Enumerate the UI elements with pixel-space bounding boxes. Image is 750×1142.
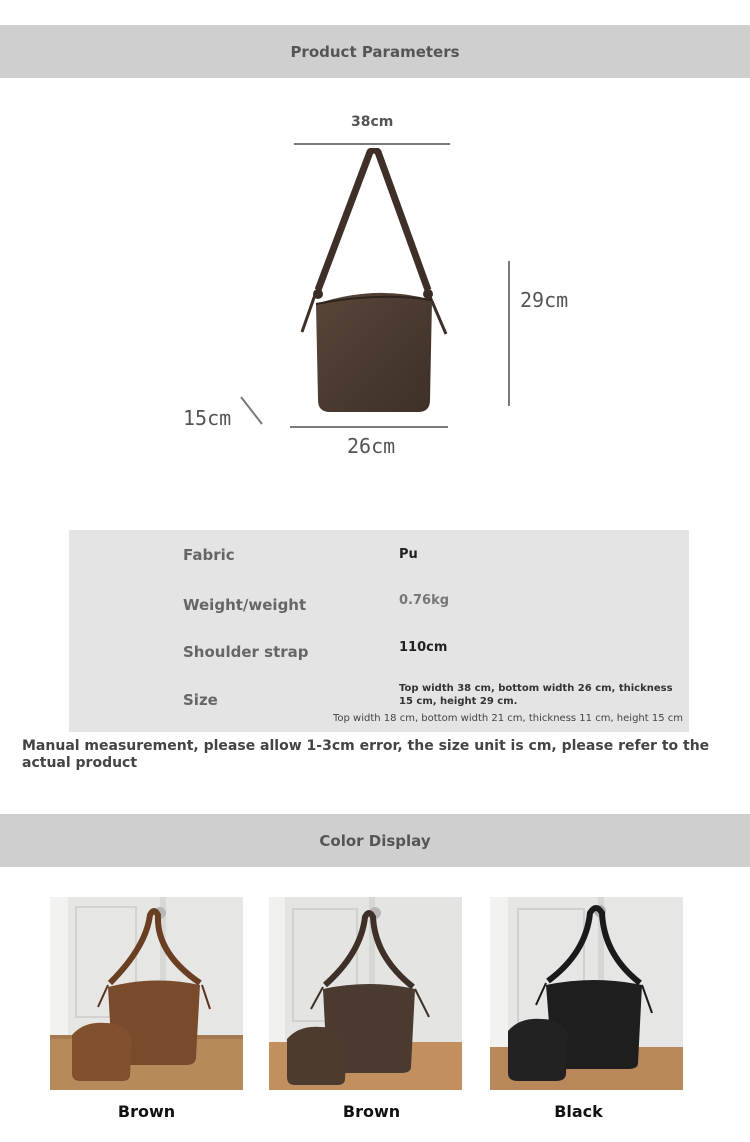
parameters-table (69, 530, 689, 732)
measurement-note: Manual measurement, please allow 1-3cm error, the size unit is cm, please refer to the actual product (22, 738, 710, 771)
param-label-fabric: Fabric (183, 546, 235, 564)
bag-photo (50, 897, 243, 1090)
color-photo-2[interactable] (269, 897, 462, 1090)
color-caption-1: Brown (117, 1102, 176, 1121)
thickness-line (236, 395, 266, 427)
param-label-size: Size (183, 691, 218, 709)
bottom-width-label: 26cm (347, 434, 396, 458)
param-value-weight: 0.76kg (399, 593, 450, 608)
section-header-parameters (0, 25, 750, 78)
section-title: Color Display (319, 831, 431, 850)
param-value-size-bag: Top width 38 cm, bottom width 26 cm, thickness 15 cm, height 29 cm. (399, 683, 673, 707)
param-value-size-pouch: Top width 18 cm, bottom width 21 cm, thickness 11 cm, height 15 cm (333, 713, 683, 724)
bag-image (296, 148, 456, 420)
top-width-line (294, 143, 450, 145)
color-caption-2: Brown (342, 1102, 401, 1121)
color-caption-3: Black (554, 1102, 603, 1121)
color-photo-1[interactable] (50, 897, 243, 1090)
bottom-width-line (290, 426, 448, 428)
top-width-label: 38cm (351, 114, 394, 130)
param-value-fabric: Pu (399, 547, 418, 562)
height-line (508, 261, 510, 406)
thickness-label: 15cm (183, 406, 232, 430)
bag-photo (490, 897, 683, 1090)
param-value-strap: 110cm (399, 640, 448, 655)
param-label-strap: Shoulder strap (183, 643, 309, 661)
color-photo-3[interactable] (490, 897, 683, 1090)
section-title: Product Parameters (290, 42, 460, 61)
height-label: 29cm (520, 288, 569, 312)
param-label-weight: Weight/weight (183, 596, 307, 614)
section-header-colors (0, 814, 750, 867)
bag-photo (269, 897, 462, 1090)
